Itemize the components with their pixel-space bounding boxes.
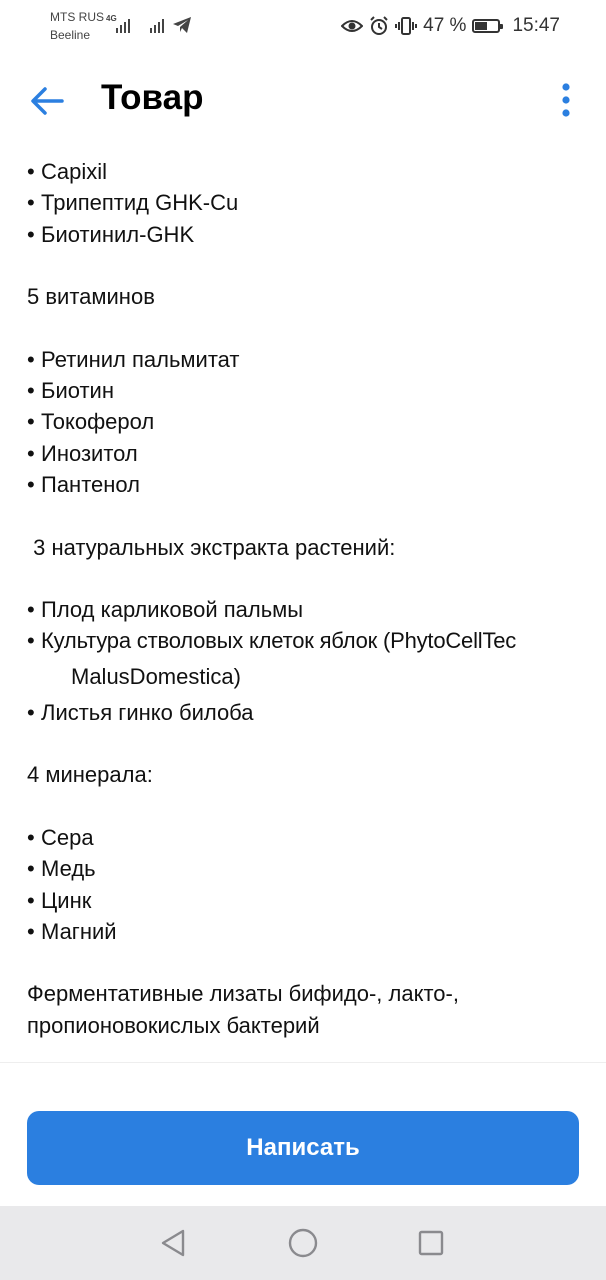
bullet: •	[27, 597, 35, 623]
battery-fill	[475, 22, 486, 30]
battery-percent: 47 %	[423, 15, 467, 36]
network-type-label: 4G	[106, 14, 117, 23]
bullet: •	[27, 628, 35, 654]
section-heading-extracts: 3 натуральных экстракта растений:	[27, 534, 396, 560]
list-item	[27, 219, 587, 250]
product-description	[27, 156, 587, 1041]
bullet: •	[27, 887, 35, 913]
list-item-text: Биотин	[41, 378, 114, 404]
spacer	[27, 728, 587, 759]
clock: 15:47	[512, 15, 560, 36]
list-item	[27, 187, 587, 218]
recents-square-icon	[416, 1228, 446, 1258]
spacer	[27, 250, 587, 281]
list-item-text: Биотинил-GHK	[41, 221, 195, 247]
list-item-text: Ретинил пальмитат	[41, 346, 240, 372]
spacer	[27, 791, 587, 822]
arrow-left-icon	[30, 86, 64, 116]
spacer	[27, 312, 587, 343]
list-item	[27, 438, 587, 469]
carrier-name-1: MTS RUS	[50, 10, 104, 24]
write-button[interactable]: Написать	[27, 1111, 579, 1185]
lysates-line-2: пропионовокислых бактерий	[27, 1012, 320, 1038]
spacer	[27, 947, 587, 978]
list-item	[27, 406, 587, 437]
list-item-text: Плод карликовой пальмы	[41, 597, 304, 623]
bullet: •	[27, 346, 35, 372]
list-item-text: Capixil	[41, 159, 108, 184]
list-item-text: Листья гинко билоба	[41, 699, 254, 725]
list-item-text: Инозитол	[41, 440, 138, 466]
bullet: •	[27, 378, 35, 404]
list-item	[27, 625, 587, 656]
nav-back-button[interactable]	[156, 1226, 190, 1260]
alarm-icon	[369, 16, 389, 36]
signal-icon-2	[150, 17, 164, 33]
bullet: •	[27, 471, 35, 497]
list-item	[27, 469, 587, 500]
bullet: •	[27, 159, 35, 184]
status-right-cluster	[341, 14, 560, 38]
list-item	[27, 594, 587, 625]
battery-icon	[472, 19, 500, 33]
list-item	[27, 916, 587, 947]
list-item-text: Медь	[41, 856, 96, 882]
telegram-icon	[172, 16, 192, 39]
list-item-text: Токоферол	[41, 409, 155, 435]
list-item	[27, 375, 587, 406]
list-item	[27, 344, 587, 375]
bullet: •	[27, 190, 35, 216]
spacer	[27, 500, 587, 531]
list-item	[27, 822, 587, 853]
spacer	[27, 563, 587, 594]
home-circle-icon	[287, 1227, 319, 1259]
lysates-line-1: Ферментативные лизаты бифидо-, лакто-,	[27, 981, 459, 1007]
list-item	[27, 853, 587, 884]
page-title: Товар	[101, 78, 204, 117]
more-options-button[interactable]	[552, 78, 580, 122]
list-item-text: Магний	[41, 918, 117, 944]
section-heading-minerals: 4 минерала:	[27, 762, 153, 788]
nav-home-button[interactable]	[286, 1226, 320, 1260]
list-item-text: Культура стволовых клеток яблок (PhytoCellTec	[41, 628, 517, 654]
bullet: •	[27, 699, 35, 725]
list-item	[27, 885, 587, 916]
status-bar	[0, 0, 606, 52]
bullet: •	[27, 440, 35, 466]
bullet: •	[27, 824, 35, 850]
bullet: •	[27, 918, 35, 944]
bottom-divider	[0, 1062, 606, 1063]
bullet: •	[27, 856, 35, 882]
list-item-text: Трипептид GHK-Cu	[41, 190, 239, 216]
more-vertical-icon	[561, 83, 571, 117]
list-item-continuation: MalusDomestica)	[71, 663, 241, 689]
list-item-text: Пантенол	[41, 471, 140, 497]
bullet: •	[27, 409, 35, 435]
nav-recents-button[interactable]	[414, 1226, 448, 1260]
back-button[interactable]	[24, 78, 70, 124]
eye-icon	[341, 18, 363, 34]
bullet: •	[27, 221, 35, 247]
list-item	[27, 697, 587, 728]
signal-icon	[116, 17, 130, 33]
app-bar	[0, 52, 606, 148]
list-item-text: Цинк	[41, 887, 92, 913]
list-item	[27, 156, 587, 187]
back-triangle-icon	[159, 1228, 187, 1258]
section-heading-vitamins: 5 витаминов	[27, 284, 155, 310]
list-item-text: Сера	[41, 824, 94, 850]
system-nav-bar	[0, 1206, 606, 1280]
carrier-name-2: Beeline	[50, 28, 91, 42]
vibrate-icon	[395, 16, 417, 36]
